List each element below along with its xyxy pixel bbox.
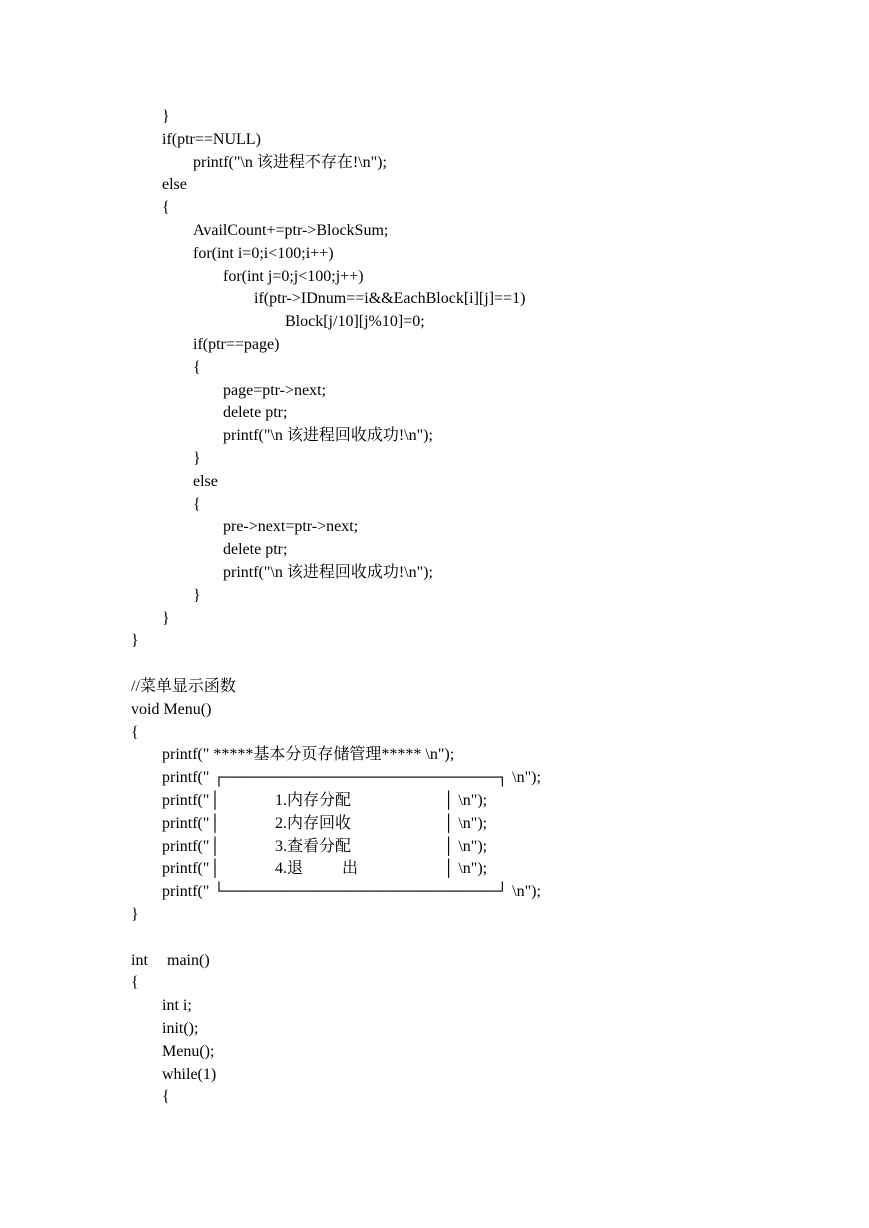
code-line — [0, 424, 869, 447]
code-text: printf("\n 该进程不存在!\n"); — [193, 153, 387, 171]
code-text: void Menu() — [131, 700, 212, 718]
code-segment: 4.退 — [275, 860, 304, 878]
code-text: printf("\n 该进程回收成功!\n"); — [223, 564, 433, 581]
code-segment: 2.内存回收 — [275, 814, 352, 832]
code-line — [0, 743, 869, 766]
code-line — [0, 584, 869, 607]
code-line — [0, 994, 869, 1017]
code-line — [0, 1085, 869, 1108]
code-text: //菜单显示函数 — [131, 678, 236, 695]
code-line — [0, 128, 869, 151]
code-line — [0, 880, 869, 903]
code-text: } — [162, 609, 170, 627]
code-segment: printf("│ — [162, 860, 221, 878]
code-text: } — [131, 906, 139, 923]
code-text: } — [193, 450, 201, 467]
code-segment: │ \n"); — [443, 860, 488, 878]
code-line — [0, 538, 869, 561]
code-line — [0, 1063, 869, 1086]
code-segment: 1.内存分配 — [275, 792, 352, 809]
code-line — [0, 493, 869, 516]
code-line — [0, 857, 869, 880]
code-line — [0, 903, 869, 926]
code-text: page=ptr->next; — [223, 381, 327, 399]
code-text: while(1) — [162, 1065, 217, 1083]
code-segment: 出 — [342, 860, 359, 878]
code-text: delete ptr; — [223, 404, 288, 422]
code-text: if(ptr->IDnum==i&&EachBlock[i][j]==1) — [254, 290, 526, 308]
code-segment: main() — [167, 951, 210, 969]
code-line — [0, 310, 869, 333]
code-text: if(ptr==NULL) — [162, 130, 261, 148]
code-segment: printf("│ — [162, 837, 221, 855]
code-line — [0, 287, 869, 310]
code-line — [0, 652, 869, 675]
code-segment: printf(" └────────────────────────┘ \n"); — [162, 883, 541, 901]
code-line — [0, 812, 869, 835]
code-line — [0, 1017, 869, 1040]
code-text: else — [193, 472, 218, 490]
code-text: if(ptr==page) — [193, 336, 280, 353]
code-text: { — [193, 358, 201, 376]
code-line — [0, 219, 869, 242]
code-text: AvailCount+=ptr->BlockSum; — [193, 222, 389, 239]
code-text: for(int j=0;j<100;j++) — [223, 267, 364, 285]
code-text: { — [193, 495, 201, 513]
code-text: Block[j/10][j%10]=0; — [285, 313, 425, 331]
code-line — [0, 789, 869, 812]
code-line — [0, 971, 869, 994]
code-line — [0, 675, 869, 698]
code-segment: printf("│ — [162, 814, 221, 832]
code-text: Menu(); — [162, 1042, 215, 1060]
code-segment: printf(" ┌────────────────────────┐ \n"); — [162, 769, 541, 787]
code-text: { — [162, 199, 170, 217]
code-text: printf(" *****基本分页存储管理***** \n"); — [162, 746, 455, 764]
code-line — [0, 173, 869, 196]
code-line — [0, 721, 869, 744]
code-line — [0, 766, 869, 789]
code-line — [0, 333, 869, 356]
code-line — [0, 379, 869, 402]
code-text: else — [162, 176, 187, 194]
code-text: init(); — [162, 1020, 199, 1037]
code-segment: 3.查看分配 — [275, 837, 352, 855]
code-segment: │ \n"); — [443, 792, 488, 809]
code-segment: │ \n"); — [443, 814, 488, 832]
code-line — [0, 356, 869, 379]
code-text: } — [193, 586, 201, 604]
code-text: delete ptr; — [223, 541, 288, 559]
code-text: { — [131, 974, 139, 992]
code-line — [0, 607, 869, 630]
code-text: } — [162, 108, 170, 125]
code-segment: int — [131, 951, 148, 969]
code-line — [0, 470, 869, 493]
code-line — [0, 242, 869, 265]
code-text: { — [162, 1088, 170, 1106]
code-line — [0, 515, 869, 538]
code-line — [0, 926, 869, 949]
code-segment: │ \n"); — [443, 837, 488, 855]
code-text: { — [131, 723, 139, 741]
code-text: printf("\n 该进程回收成功!\n"); — [223, 427, 433, 445]
code-line — [0, 949, 869, 972]
code-text: } — [131, 632, 139, 650]
code-segment: printf("│ — [162, 792, 221, 809]
code-text: pre->next=ptr->next; — [223, 518, 359, 536]
code-line — [0, 105, 869, 128]
code-text: for(int i=0;i<100;i++) — [193, 244, 334, 262]
code-line — [0, 151, 869, 174]
code-line — [0, 265, 869, 288]
code-line — [0, 196, 869, 219]
code-line — [0, 401, 869, 424]
code-line — [0, 698, 869, 721]
code-text: int i; — [162, 997, 192, 1015]
code-line — [0, 629, 869, 652]
code-line — [0, 561, 869, 584]
code-line — [0, 447, 869, 470]
code-line — [0, 1040, 869, 1063]
code-line — [0, 835, 869, 858]
